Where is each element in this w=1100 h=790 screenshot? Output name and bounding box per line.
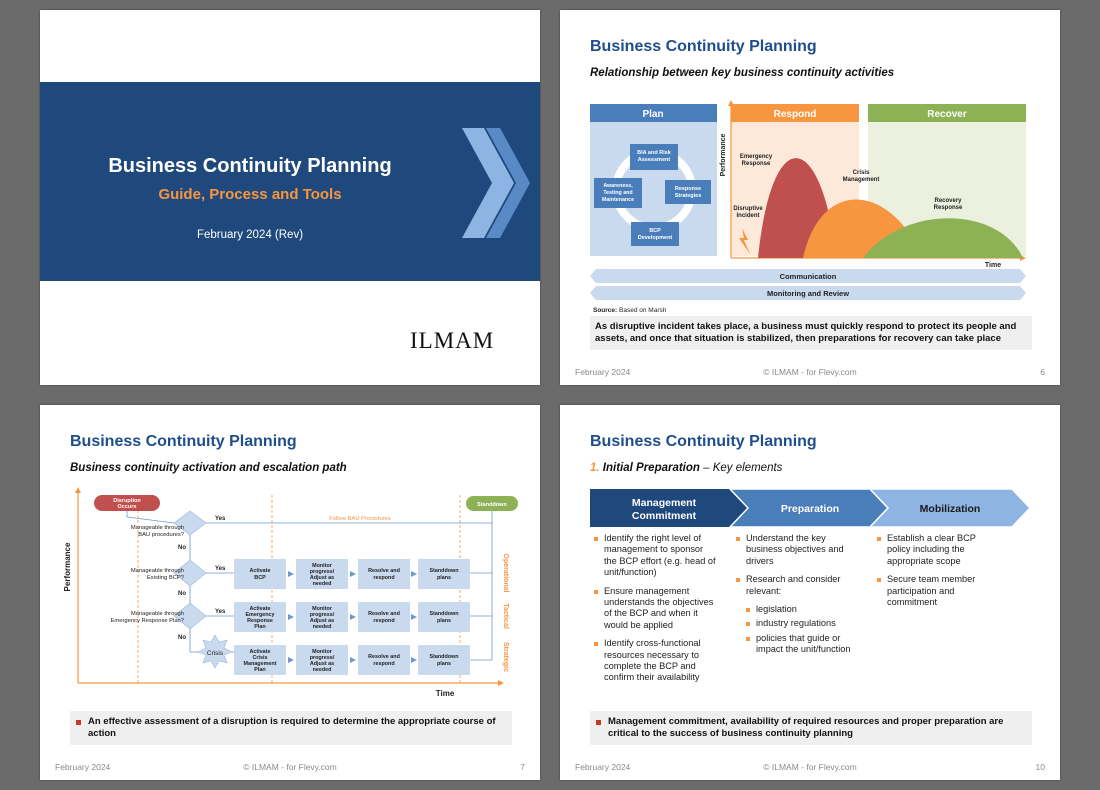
slide-title: Business Continuity Planning [590, 433, 817, 450]
svg-text:Strategies: Strategies [674, 193, 702, 199]
svg-text:Existing BCP?: Existing BCP? [146, 575, 184, 581]
level-operational: Operational [502, 553, 509, 593]
axis-y-label: Performance [63, 542, 72, 592]
ilmam-logo: ILMAM [410, 328, 495, 353]
svg-text:Management: Management [631, 497, 697, 509]
footer-copyright: © ILMAM - for Flevy.com [243, 762, 337, 772]
slide-7[interactable] [40, 405, 540, 780]
svg-text:Monitor: Monitor [312, 563, 332, 569]
svg-text:plans: plans [436, 575, 452, 581]
list-subitem: legislation [745, 604, 860, 615]
svg-text:No: No [178, 635, 186, 641]
footer-copyright: © ILMAM - for Flevy.com [763, 762, 857, 772]
svg-text:respond: respond [373, 661, 395, 667]
slide-title: Business Continuity Planning [70, 433, 297, 450]
svg-text:Standdown: Standdown [429, 568, 459, 574]
svg-text:Development: Development [637, 235, 673, 241]
svg-text:Resolve and: Resolve and [368, 611, 400, 617]
svg-text:Testing and: Testing and [603, 190, 633, 196]
list-item: Research and consider relevant: [735, 574, 860, 597]
svg-text:Disruptive: Disruptive [733, 206, 763, 212]
cover-title: Business Continuity Planning [108, 155, 392, 177]
cover-subtitle: Guide, Process and Tools [158, 186, 342, 203]
communication-label: Communication [779, 272, 837, 281]
slide-callout: An effective assessment of a disruption is required to determine the appropriate course of action [70, 711, 512, 745]
svg-text:Response: Response [933, 205, 963, 211]
cover-date: February 2024 (Rev) [196, 229, 304, 241]
footer-date: February 2024 [55, 762, 111, 772]
svg-text:BCP: BCP [254, 575, 266, 581]
svg-text:Emergency: Emergency [245, 612, 275, 618]
svg-text:Standdown: Standdown [429, 654, 459, 660]
respond-label: Respond [773, 109, 817, 120]
level-strategic: Strategic [502, 642, 509, 672]
svg-text:Disruption: Disruption [113, 498, 141, 504]
list-item: Ensure management understands the objectives of the BCP and when it would be applied [593, 586, 718, 632]
svg-text:Response: Response [247, 618, 273, 624]
management-commitment-list [593, 533, 718, 691]
source-note: Source: Based on Marsh [593, 307, 667, 314]
footer-copyright: © ILMAM - for Flevy.com [763, 367, 857, 377]
svg-text:Emergency Response Plan?: Emergency Response Plan? [110, 618, 184, 624]
svg-text:plans: plans [436, 661, 452, 667]
bau-path-label: Follow BAU Procedures [329, 516, 391, 522]
level-tactical: Tactical [502, 603, 509, 629]
svg-text:Plan: Plan [254, 667, 266, 673]
svg-text:progress/: progress/ [309, 569, 335, 575]
list-item: Secure team member participation and commitment [876, 574, 1001, 608]
slide-10[interactable] [560, 405, 1060, 780]
svg-text:Management: Management [842, 177, 880, 183]
slide-subtitle: 1. Initial Preparation – Key elements [590, 462, 783, 474]
svg-text:Plan: Plan [254, 624, 266, 630]
footer-page: 10 [1035, 762, 1045, 772]
list-item: Identify cross-functional resources necessary to complete the BCP and confirm their availability [593, 638, 718, 684]
svg-text:Assessment: Assessment [637, 157, 671, 163]
continuity-diagram [588, 100, 1028, 300]
svg-text:Occurs: Occurs [117, 504, 137, 510]
plan-step [631, 222, 679, 246]
svg-text:Crisis: Crisis [852, 170, 870, 176]
svg-text:Monitor: Monitor [312, 606, 332, 612]
svg-text:Yes: Yes [215, 516, 226, 522]
slide-6[interactable] [560, 10, 1060, 385]
svg-text:Standdown: Standdown [429, 611, 459, 617]
monitoring-label: Monitoring and Review [766, 289, 850, 298]
svg-text:Resolve and: Resolve and [368, 568, 400, 574]
svg-text:progress/: progress/ [309, 655, 335, 661]
svg-text:BAU procedures?: BAU procedures? [138, 532, 184, 538]
svg-text:Activate: Activate [249, 568, 271, 574]
svg-text:Mobilization: Mobilization [919, 503, 981, 515]
svg-text:Response: Response [674, 186, 702, 192]
svg-text:Commitment: Commitment [631, 510, 697, 522]
plan-step [665, 180, 711, 204]
axis-x-label: Time [984, 262, 1002, 269]
footer-page: 6 [1040, 367, 1045, 377]
list-item: Identify the right level of management to sponsor the BCP effort (e.g. head of unit/function) [593, 533, 718, 579]
slide-subtitle: Relationship between key business continuity activities [590, 67, 895, 79]
svg-text:Standdown: Standdown [477, 502, 507, 508]
svg-text:Maintenance: Maintenance [601, 197, 635, 203]
svg-text:Manageable through: Manageable through [130, 568, 184, 574]
slide-callout: As disruptive incident takes place, a business must quickly respond to protect its people and assets, and once that situation is stabilized, then preparations for recovery can take place [590, 316, 1032, 350]
svg-text:respond: respond [373, 575, 395, 581]
list-subitem: policies that guide or impact the unit/function [745, 633, 860, 656]
footer-page: 7 [520, 762, 525, 772]
chevron-logo-icon [460, 128, 530, 238]
svg-text:Recovery: Recovery [934, 198, 962, 204]
svg-text:Management: Management [243, 661, 277, 667]
svg-text:Emergency: Emergency [739, 154, 773, 160]
svg-text:No: No [178, 545, 186, 551]
svg-text:needed: needed [312, 667, 332, 673]
preparation-list [735, 533, 860, 659]
axis-y-label: Performance [720, 133, 727, 177]
svg-text:BIA and Risk: BIA and Risk [637, 150, 671, 156]
svg-text:needed: needed [312, 581, 332, 587]
svg-text:Activate: Activate [249, 606, 271, 612]
chevron-process [590, 489, 1032, 529]
svg-text:BCP: BCP [649, 228, 661, 234]
svg-text:Crisis: Crisis [206, 650, 224, 657]
svg-text:Manageable through: Manageable through [130, 525, 184, 531]
footer-date: February 2024 [575, 762, 631, 772]
svg-text:progress/: progress/ [309, 612, 335, 618]
svg-text:Resolve and: Resolve and [368, 654, 400, 660]
mobilization-list [876, 533, 1001, 615]
svg-text:respond: respond [373, 618, 395, 624]
svg-text:Awareness,: Awareness, [603, 183, 633, 189]
svg-text:Yes: Yes [215, 609, 226, 615]
svg-text:No: No [178, 591, 186, 597]
svg-text:Activate: Activate [249, 649, 271, 655]
svg-text:Adjust as: Adjust as [309, 661, 335, 667]
svg-text:Manageable through: Manageable through [130, 611, 184, 617]
list-item: Establish a clear BCP policy including the appropriate scope [876, 533, 1001, 567]
slide-subtitle: Business continuity activation and escalation path [70, 462, 347, 474]
list-item: Understand the key business objectives and drivers [735, 533, 860, 567]
svg-text:Adjust as: Adjust as [309, 618, 335, 624]
svg-text:Preparation: Preparation [780, 503, 840, 515]
slide-callout: Management commitment, availability of required resources and proper preparation are critical to the success of business continuity planning [590, 711, 1032, 745]
footer-date: February 2024 [575, 367, 631, 377]
escalation-flowchart [60, 487, 520, 702]
svg-text:Incident: Incident [736, 213, 760, 219]
svg-text:plans: plans [436, 618, 452, 624]
axis-x-label: Time [435, 689, 455, 698]
svg-text:Crisis: Crisis [252, 655, 268, 661]
svg-text:Adjust as: Adjust as [309, 575, 335, 581]
svg-text:Yes: Yes [215, 566, 226, 572]
slide-cover[interactable] [40, 10, 540, 385]
svg-text:needed: needed [312, 624, 332, 630]
svg-text:Response: Response [741, 161, 771, 167]
recover-label: Recover [927, 109, 967, 120]
svg-text:Monitor: Monitor [312, 649, 332, 655]
list-subitem: industry regulations [745, 618, 860, 629]
plan-label: Plan [642, 109, 664, 120]
slide-title: Business Continuity Planning [590, 38, 817, 55]
